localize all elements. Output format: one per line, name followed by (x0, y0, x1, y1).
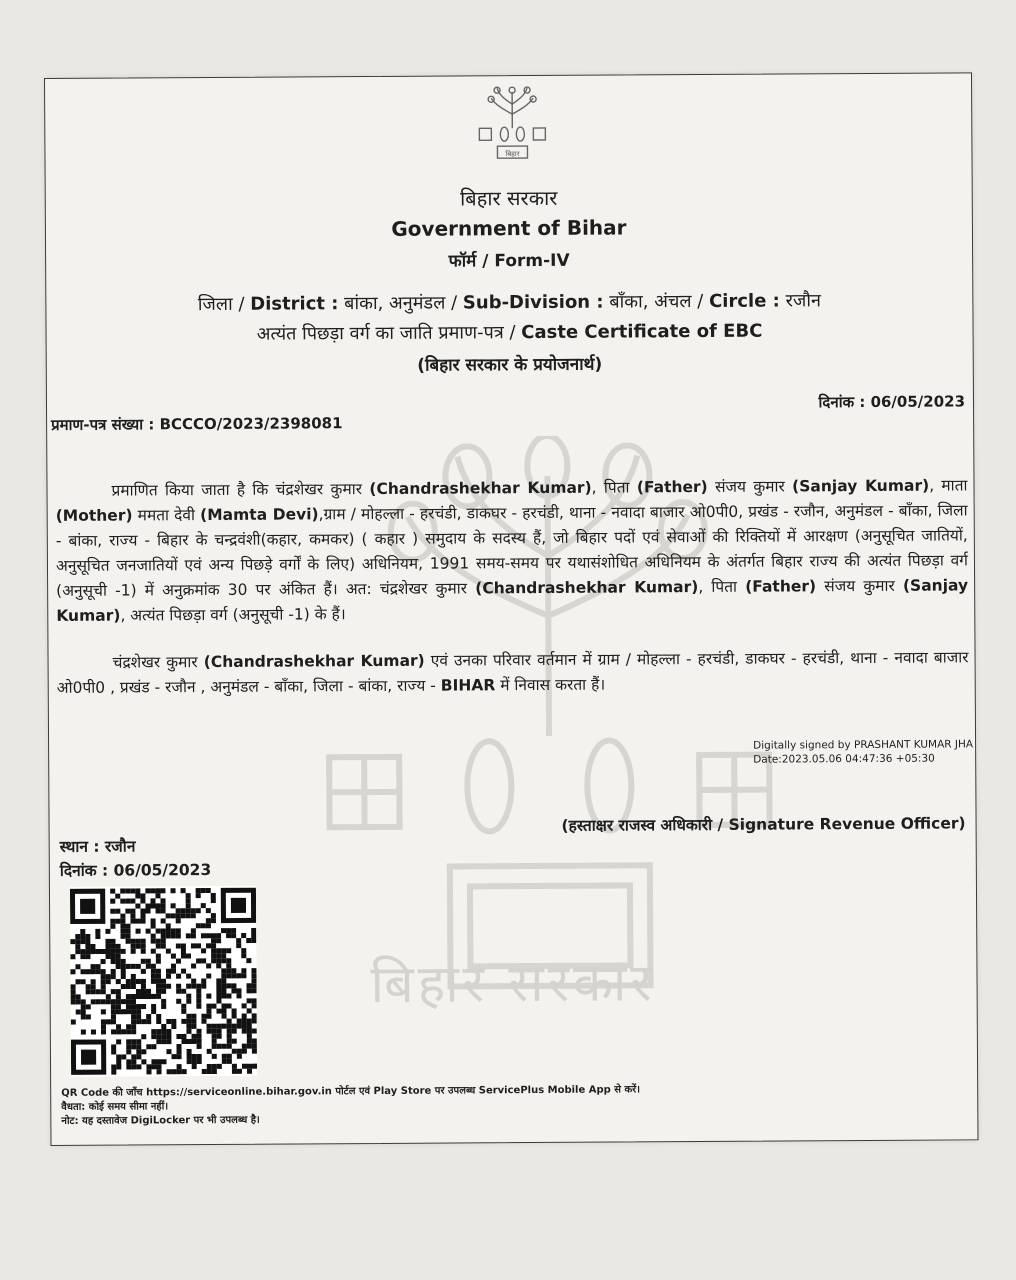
certificate-paragraph-1: प्रमाणित किया जाता है कि चंद्रशेखर कुमार (Chandrashekhar Kumar), पिता (Father) संजय कुमार (Sanjay Kumar), माता (Mother) ममता देवी (Mamta Devi),ग्राम / मोहल्ला - हरचंडी, डाकघर - हरचंडी, थाना - नवादा बाजार ओ0पी0, प्रखंड - रजौन, अनुमंडल - बाँका, जिला - बांका, राज्य - बिहार के चन्द्रवंशी(कहार, कमकर) ( कहार ) समुदाय के सदस्य हैं, जो बिहार पदों एवं सेवाओं की रिक्तियों में आरक्षण (अनुसूचित जातियों, अनुसूचित जनजातियों एवं अन्य पिछड़े वर्गों के लिए) अधिनियम, 1991 समय-समय पर यथासंशोधित अधिनियम के अंतर्गत बिहार राज्य की अत्यंत पिछड़ा वर्ग (अनुसूची -1) में अनुक्रमांक 30 पर अंकित हैं। अत: चंद्रशेखर कुमार (Chandrashekhar Kumar), पिता (Father) संजय कुमार (Sanjay Kumar), अत्यंत पिछड़ा वर्ग (अनुसूची -1) के हैं। (55, 476, 969, 625)
district-line: जिला / District : बांका, अनुमंडल / Sub-Division : बाँका, अंचल / Circle : रजौन (197, 290, 822, 316)
form-label: फॉर्म / Form-IV (448, 250, 570, 272)
govt-hindi-title: बिहार सरकार (459, 185, 558, 211)
digital-signature-date: Date:2023.05.06 04:47:36 +05:30 (753, 752, 935, 766)
qr-note: QR Code की जाँच https://serviceonline.bihar.gov.in पोर्टल एवं Play Store पर उपलब्ध ServicePlus Mobile App से करें। (61, 1084, 641, 1099)
purpose-line: (बिहार सरकार के प्रयोजनार्थ) (417, 354, 603, 376)
logo-text: बिहार (505, 150, 520, 159)
validity-note: वैधता: कोई समय सीमा नहीं। (61, 1101, 169, 1113)
issue-date: दिनांक : 06/05/2023 (818, 392, 966, 412)
govt-english-title: Government of Bihar (391, 215, 627, 241)
digilocker-note: नोट: यह दस्तावेज DigiLocker पर भी उपलब्ध है। (61, 1114, 260, 1127)
qr-code-icon[interactable] (70, 886, 257, 1077)
signature-label: (हस्ताक्षर राजस्व अधिकारी / Signature Revenue Officer) (561, 814, 966, 835)
place-line: स्थान : रजौन (59, 837, 136, 856)
certificate-paragraph-2: चंद्रशेखर कुमार (Chandrashekhar Kumar) एवं उनका परिवार वर्तमान में ग्राम / मोहल्ला - हरचंडी, डाकघर - हरचंडी, थाना - नवादा बाजार ओ0पी0 , प्रखंड - रजौन , अनुमंडल - बाँका, जिला - बांका, राज्य - BIHAR में निवास करता हैं। (56, 648, 969, 697)
footer-notes (61, 1083, 640, 1129)
watermark-text: बिहार सरकार (370, 953, 656, 1016)
place-date-line: दिनांक : 06/05/2023 (59, 860, 212, 880)
certificate-page (44, 72, 979, 1146)
place-date-block (60, 834, 212, 883)
bihar-emblem-icon (473, 84, 551, 162)
certificate-number: प्रमाण-पत्र संख्या : BCCCO/2023/2398081 (51, 414, 343, 434)
digital-signature-signer: Digitally signed by PRASHANT KUMAR JHA (753, 738, 974, 752)
digital-signature-block (753, 737, 973, 766)
certificate-title: अत्यंत पिछड़ा वर्ग का जाति प्रमाण-पत्र / Caste Certificate of EBC (256, 320, 763, 345)
